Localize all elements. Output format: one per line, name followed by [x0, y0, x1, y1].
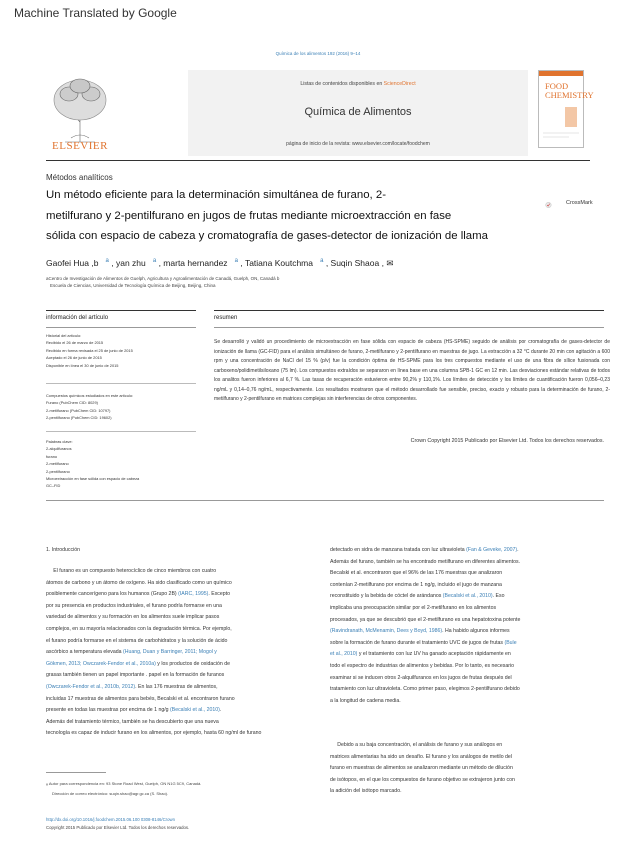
email-icon[interactable]: ✉ — [386, 258, 394, 268]
abstract-bottom-rule — [46, 500, 604, 501]
info-heading: información del artículo — [46, 315, 109, 321]
text-line: procesados, ya que se descubrió que el 2-metilfurano es una hepatotoxina potente — [330, 616, 521, 623]
text-line: implicaba una preocupación similar por el 2-metilfurano en los alimentos — [330, 604, 497, 611]
article-history: Historial del artículo: Recibido el 26 de marzo de 2015 Recibido en forma revisada el 25 de junio de 2015 Aceptado el 26 de junio de 2015 Disponible en línea el 30 de junio de 2015 — [46, 333, 133, 368]
text-line: complejos, en su mayoría relacionados con la degradación térmica. Por ejemplo, — [46, 625, 232, 632]
text-line: presente en todas las muestras por encima de 1 ng/g (Becalski et al., 2010). — [46, 707, 222, 714]
machine-translated-banner: Machine Translated by Google — [14, 6, 177, 20]
text-line: tratamiento con luz ultravioleta. Como primer paso, elegimos 2-pentilfurano debido — [330, 686, 520, 693]
left-column — [46, 566, 334, 740]
text-line: Becalski et al. encontraron que el 96% de las 176 muestras que analizaron — [330, 570, 503, 577]
text-line: de isótopos, en el que los compuestos de furano objetivo se extrajeron junto con — [330, 776, 515, 783]
journal-citation[interactable]: Química de los alimentos 192 (2016) 9–14 — [275, 51, 361, 56]
text-line: a la longitud de cadena media. — [330, 697, 401, 704]
text-line: posiblemente cancerígeno para los humanos (Grupo 2B) (IARC, 1995). Excepto — [46, 591, 230, 598]
citation-link[interactable]: (Becalski et al., 2010) — [442, 593, 493, 600]
elsevier-wordmark: ELSEVIER — [52, 140, 108, 152]
text-line: ascórbico a temperatura elevada (Huang, Duan y Barringer, 2011; Mogol y — [46, 649, 217, 656]
info-rule-top — [46, 310, 196, 311]
text-line: grasas también tienen un papel importante . papel en la formación de furanos — [46, 672, 225, 679]
author-list: Gaofei Hua ,b $^a$ , yan zhu $^a$ , marta hernandez $^a$ , Tatiana Koutchma $^a$ , Suqin Shaoa , ✉ — [46, 258, 394, 268]
citation-link[interactable]: (IARC, 1995) — [178, 591, 209, 598]
info-divider-1 — [46, 383, 196, 384]
text-line: detectado en sidra de manzana tratada con luz ultravioleta (Fan & Geveke, 2007). — [330, 547, 519, 553]
contents-line: Listas de contenidos disponibles en ScienceDirect — [300, 81, 416, 87]
text-line: contenían 2-metilfurano por encima de 1 ng/g, incluido el jugo de manzana — [330, 581, 502, 588]
citation-link[interactable]: (Becalski et al., 2010) — [170, 707, 220, 714]
header-rule — [46, 160, 590, 161]
text-line: Gökmen, 2013; Owczarek-Fendor et al., 2010a) y los productos de oxidación de — [46, 660, 230, 667]
text-line: (Owczarek-Fendor et al., 2010b, 2012). En las 176 muestras de alimentos, — [46, 683, 218, 690]
text-line: todo el espectro de industrias de alimentos y bebidas. Por lo tanto, es necesario — [330, 662, 514, 669]
footer-copyright: Copyright 2015 Publicado por Elsevier Ltd. Todos los derechos reservados. — [46, 825, 190, 830]
article-type: Métodos analíticos — [46, 173, 113, 182]
text-line: Además del tratamiento térmico, también se ha descubierto que una nueva — [46, 718, 219, 725]
text-line: átomos de carbono y un átomo de oxígeno. Ha sido clasificado como un químico — [46, 579, 232, 586]
article-title: Un método eficiente para la determinación simultánea de furano, 2- metilfurano y 2-pentilfurano en jugos de frutas mediante microextracción en fase sólida con espacio de cabeza y cromatografía de gases-detector de ionización de llama — [46, 189, 488, 242]
text-line: tecnología es capaz de inducir furano en los alimentos, por ejemplo, hasta 60 ng/ml de furano — [46, 730, 262, 737]
right-column — [330, 545, 612, 707]
cover-title: FOOD CHEMISTRY — [545, 81, 594, 100]
author[interactable]: , Tatiana Koutchma — [240, 258, 313, 268]
abstract-rule — [214, 327, 604, 328]
abstract-text: Se desarrolló y validó un procedimiento de microextracción en fase sólida con espacio de cabeza (HS-SPME) seguido de análisis por cromatografía de gases-detector de ionización de llama (GC-FID) para el análisis simultáneo de furano, 2-metilfurano y 2-pentilfurano en muestras de jugo. La extracción a 32 °C durante 20 min con agitación a 600 rpm y una concentración de NaCl del 15 % (p/v) fue la condición óptima de HS-SPME para los tres compuestos mediante el uso de una fibra de sílice fusionada con carboxeno/polidimetilsiloxano (75 lm). Los compuestos extraídos se separaron en línea base en una columna SPB-1 GC en 12 min. Las desviaciones estándar relativas de todos los analitos fueron inferiores al 6,7 %. Las tasas de recuperación estuvieron entre 90,2% y 110,1%. Los límites de detección y los límites de cuantificación fueron 0,056–0,23 ng/mL y 0,14–0,76 ng/mL, respectivamente. Los resultados mostraron que el método desarrollado fue sensible, preciso, exacto y robusto para la determinación de furano, 2-metilfurano y 2-pentilfurano en matrices complejas sin interferencias de otros componentes. — [214, 339, 610, 402]
text-line: examinar si se inducen otros 2-alquilfuranos en los jugos de frutas después del — [330, 674, 512, 681]
citation-link[interactable]: (Fan & Geveke, 2007) — [466, 547, 518, 553]
affiliation-a: aCentro de Investigación de Alimentos de Guelph, Agricultura y Agroalimentación de Canadá, Guelph, ON, Canadá b — [46, 276, 280, 281]
footnote-rule — [46, 772, 106, 773]
author[interactable]: , Suqin Shaoa , — [325, 258, 384, 268]
journal-name: Química de Alimentos — [304, 106, 412, 118]
info-divider-2 — [46, 431, 196, 432]
text-line: reconstituido y la bebida de cóctel de arándanos (Becalski et al., 2010). Eso — [330, 593, 505, 600]
text-line: el furano podría formarse en el sistema de carbohidratos y la solución de ácido — [46, 637, 228, 644]
corresponding-author: ⁎ Autor para correspondencia en: 93 Stone Road West, Guelph, ON N1G 5C9, Canadá. — [46, 781, 202, 786]
email-footnote[interactable]: Dirección de correo electrónico: suqin.shao@agr.gc.ca (S. Shao). — [52, 791, 169, 796]
text-line: variedad de alimentos y su formación en los alimentos suele implicar pasos — [46, 614, 220, 621]
text-line: la adición del isótopo marcado. — [330, 788, 402, 795]
text-line: (Ravindranath, McMenamin, Dees y Boyd, 1986). Ha habido algunos informes — [330, 628, 510, 635]
chemical-compounds: Compuestos químicos estudiados en este artículo: Furano (PubChem CID: 8029) 2-metilfurano (PubChem CID: 10797) 2-pentilfurano (PubChem CID: 19602) — [46, 393, 134, 421]
text-line: El furano es un compuesto heterocíclico de cinco miembros con cuatro — [46, 568, 217, 574]
author[interactable]: Gaofei Hua ,b — [46, 258, 99, 268]
abstract-copyright: Crown Copyright 2015 Publicado por Elsevier Ltd. Todos los derechos reservados. — [410, 438, 604, 444]
text-line: Debido a su baja concentración, el análisis de furano y sus análogos en — [330, 742, 503, 748]
intro-heading: 1. Introducción — [46, 547, 81, 553]
sciencedirect-link[interactable]: ScienceDirect — [383, 81, 416, 87]
citation-link[interactable]: (Bule — [504, 639, 517, 646]
abstract-heading: resumen — [214, 315, 238, 321]
citation-link[interactable]: (Owczarek-Fendor et al., 2010b, 2012) — [46, 683, 136, 690]
text-line: incluidas 17 muestras de alimentos para bebés, Becalski et al. encontraron furano — [46, 695, 235, 702]
affiliation-b: Escuela de Ciencias, Universidad de Tecnología Química de Beijing, Beijing, China — [50, 283, 216, 288]
citation-link[interactable]: (Ravindranath, McMenamin, Dees y Boyd, 1986) — [330, 628, 443, 635]
crossmark-label[interactable]: CrossMark — [566, 200, 593, 206]
right-column-para — [330, 740, 612, 798]
citation-link[interactable]: Gökmen, 2013; Owczarek-Fendor et al., 2010a) — [46, 660, 156, 667]
text-line: matrices alimentarias ha sido un desafío. El furano y los análogos de metilo del — [330, 753, 512, 760]
text-line: por su presencia en productos industriales, el furano podría formarse en una — [46, 602, 222, 609]
crossmark-icon[interactable] — [545, 195, 565, 215]
text-line: furano en muestras de alimentos se analizaron mediante un método de dilución — [330, 765, 513, 772]
citation-link[interactable]: (Huang, Duan y Barringer, 2011; Mogol y — [123, 649, 217, 656]
text-line: sobre la formación de furano durante el tratamiento UVC de jugos de frutas (Bule — [330, 639, 517, 646]
info-rule — [46, 327, 196, 328]
text-line: Además del furano, también se ha encontrado metilfurano en diferentes alimentos. — [330, 558, 521, 565]
author[interactable]: , yan zhu — [111, 258, 146, 268]
text-line: et al., 2010) y el tratamiento con luz UV ha ganado aceptación rápidamente en — [330, 651, 511, 658]
citation-link[interactable]: et al., 2010) — [330, 651, 358, 658]
abstract-rule-top — [214, 310, 604, 311]
author[interactable]: , marta hernandez — [158, 258, 228, 268]
doi-link[interactable]: http://dx.doi.org/10.1016/j.foodchem.2015.06.100 0308-8146/Crown — [46, 817, 175, 822]
keywords: Palabras clave: 2-alquilfuranos furano 2-metilfurano 2-pentilfurano Microextracción en fase sólida con espacio de cabeza GC–FID — [46, 439, 140, 489]
journal-homepage[interactable]: página de inicio de la revista: www.elsevier.com/locate/foodchem — [286, 141, 430, 147]
